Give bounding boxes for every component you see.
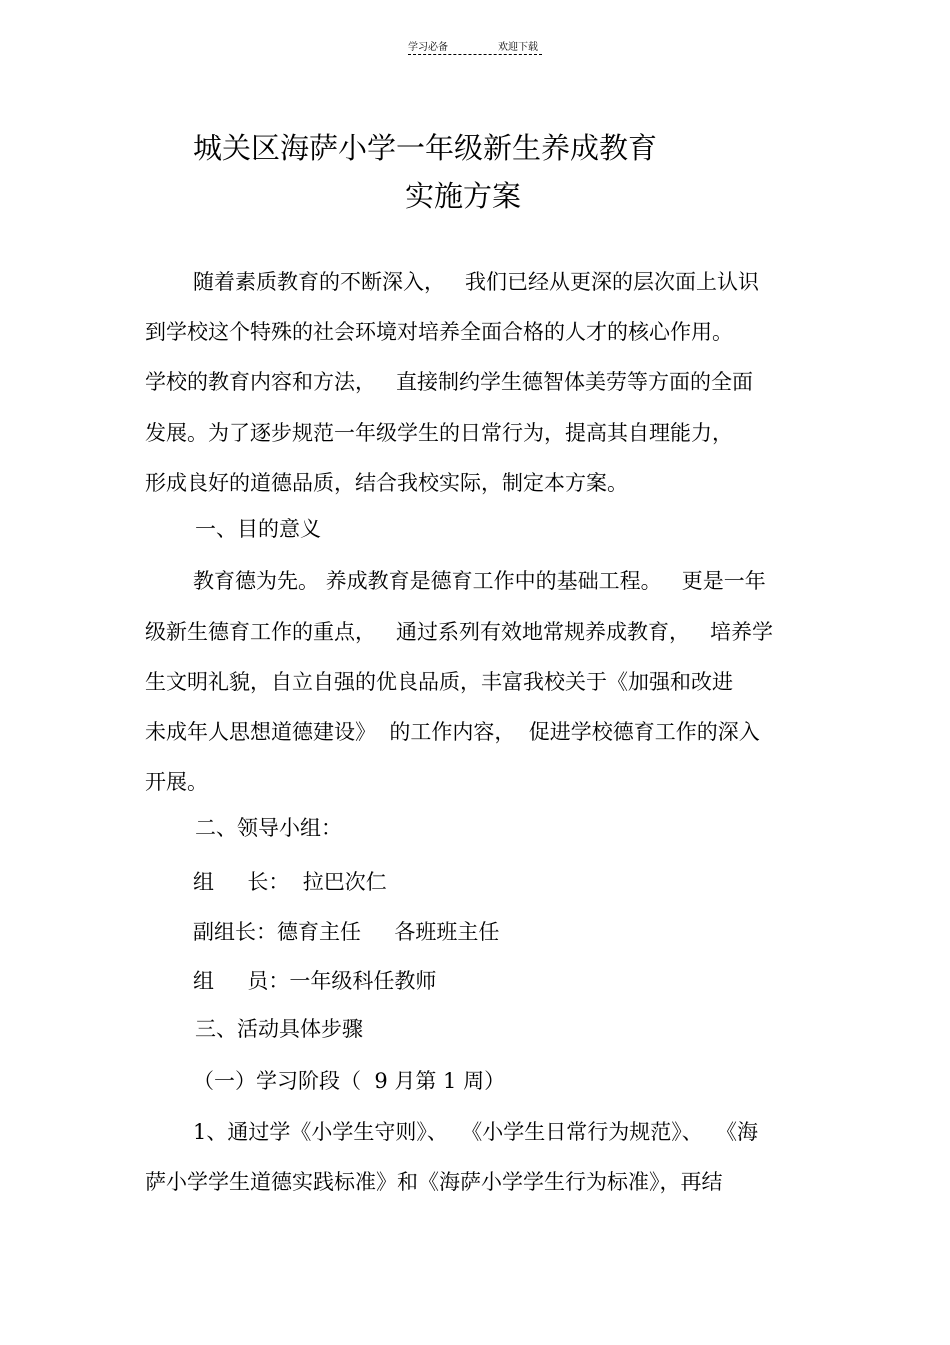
header-right-text: 欢迎下载 xyxy=(498,42,538,53)
paragraph-2-line-1: 教育德为先。 养成教育是德育工作中的基础工程。 更是一年 xyxy=(193,569,766,593)
header-left-text: 学习必备 xyxy=(408,42,448,53)
paragraph-1-line-2: 到学校这个特殊的社会环境对培养全面合格的人才的核心作用。 xyxy=(145,320,733,344)
paragraph-2-line-5: 开展。 xyxy=(145,770,208,794)
section-heading-3: 三、活动具体步骤 xyxy=(195,1017,363,1041)
member-line: 组 员：一年级科任教师 xyxy=(193,969,437,993)
paragraph-3-line-2: 萨小学学生道德实践标准》和《海萨小学学生行为标准》，再结 xyxy=(145,1170,723,1194)
section-heading-1: 一、目的意义 xyxy=(195,517,321,541)
header-rule xyxy=(408,54,542,55)
paragraph-1-line-1: 随着素质教育的不断深入， 我们已经从更深的层次面上认识 xyxy=(193,270,760,294)
section-heading-2: 二、领导小组： xyxy=(195,816,342,840)
stage-1-heading: （一）学习阶段（ 9 月第 1 周） xyxy=(193,1069,506,1093)
leader-line: 组 长： 拉巴次仁 xyxy=(193,870,387,894)
vice-leader-line: 副组长：德育主任 各班班主任 xyxy=(193,920,500,944)
paragraph-1-line-4: 发展。为了逐步规范一年级学生的日常行为，提高其自理能力， xyxy=(145,421,733,445)
paragraph-2-line-2: 级新生德育工作的重点， 通过系列有效地常规养成教育， 培养学 xyxy=(145,620,774,644)
paragraph-1-line-5: 形成良好的道德品质，结合我校实际，制定本方案。 xyxy=(145,471,628,495)
paragraph-3-line-1: 1、通过学《小学生守则》、 《小学生日常行为规范》、 《海 xyxy=(193,1120,759,1144)
paragraph-2-line-3: 生文明礼貌，自立自强的优良品质，丰富我校关于《加强和改进 xyxy=(145,670,733,694)
paragraph-2-line-4: 未成年人思想道德建设》 的工作内容， 促进学校德育工作的深入 xyxy=(145,720,760,744)
paragraph-1-line-3: 学校的教育内容和方法， 直接制约学生德智体美劳等方面的全面 xyxy=(145,370,754,394)
